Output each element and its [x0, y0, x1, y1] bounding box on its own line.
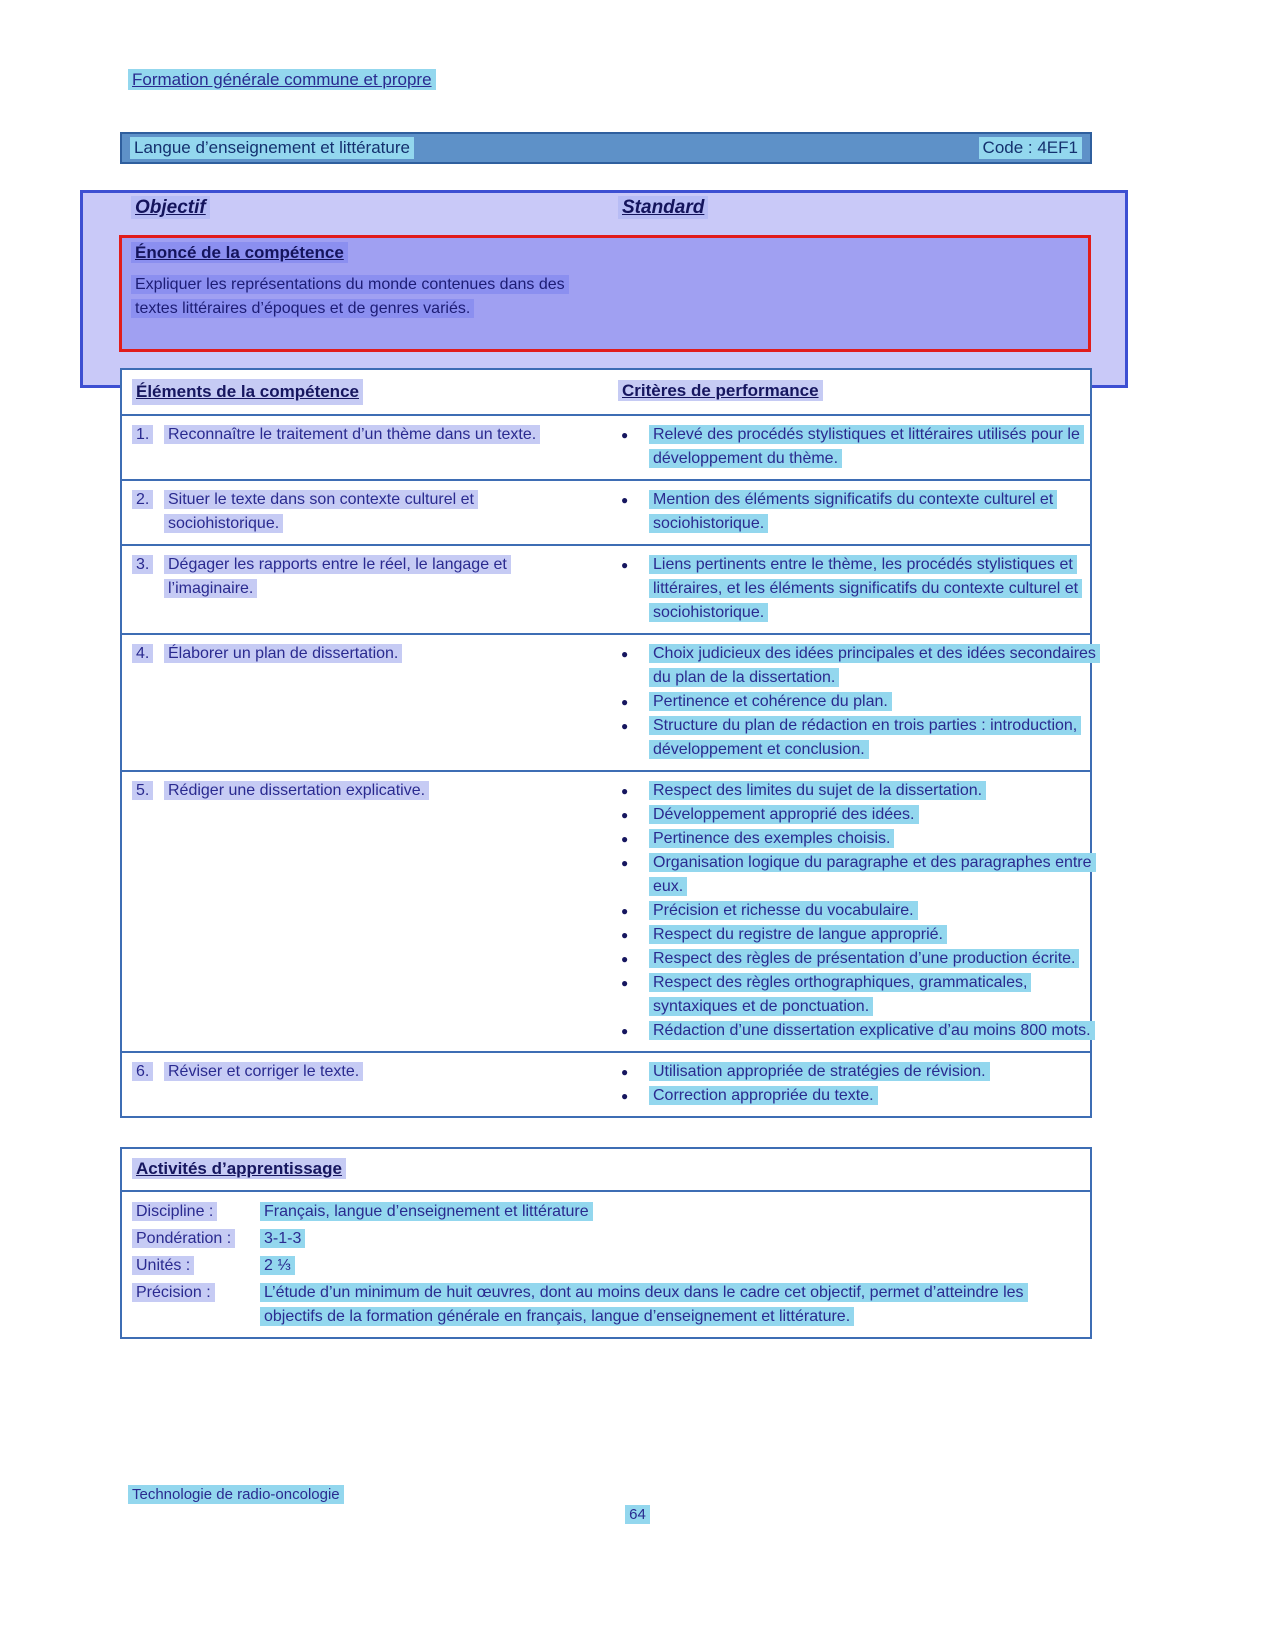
critere-item — [618, 803, 1101, 827]
critere-item — [618, 1019, 1101, 1043]
element-number: 3. — [132, 553, 164, 577]
critere-text: Respect du registre de langue approprié. — [649, 923, 1101, 947]
bullet-icon: ● — [621, 856, 629, 870]
critere-item — [618, 971, 1101, 1019]
critere-text: Choix judicieux des idées principales et des idées secondaires du plan de la dissertation. — [649, 642, 1101, 690]
element-text: Situer le texte dans son contexte culturel et sociohistorique. — [164, 488, 576, 536]
critere-item — [618, 553, 1101, 625]
critere-text: Utilisation appropriée de stratégies de révision. — [649, 1060, 1101, 1084]
element-cell — [122, 488, 600, 536]
critere-text: Organisation logique du paragraphe et des paragraphes entre eux. — [649, 851, 1101, 899]
critere-text: Pertinence des exemples choisis. — [649, 827, 1101, 851]
bullet-icon: ● — [621, 558, 629, 572]
critere-text: Rédaction d’une dissertation explicative d’au moins 800 mots. — [649, 1019, 1101, 1043]
competence-table — [120, 368, 1096, 1118]
criteres-cell — [600, 642, 1111, 762]
bullet-icon: ● — [621, 1024, 629, 1038]
table-row — [122, 633, 1096, 770]
element-text: Réviser et corriger le texte. — [164, 1060, 576, 1084]
critere-text: Pertinence et cohérence du plan. — [649, 690, 1101, 714]
element-number: 4. — [132, 642, 164, 666]
bullet-icon: ● — [621, 784, 629, 798]
critere-text: Mention des éléments significatifs du contexte culturel et sociohistorique. — [649, 488, 1101, 536]
footer-course-name: Technologie de radio-oncologie — [128, 1486, 344, 1503]
col2-header-cell — [600, 379, 1090, 405]
bullet-icon: ● — [621, 647, 629, 661]
criteres-cell — [600, 423, 1111, 471]
criteres-cell — [600, 488, 1111, 536]
table-row — [122, 479, 1090, 544]
course-title-bar — [120, 132, 1092, 164]
page-number: 64 — [0, 1506, 1275, 1523]
bullet-icon: ● — [621, 952, 629, 966]
enonce-text: Expliquer les représentations du monde contenues dans des textes littéraires d’époques et de genres variés. — [131, 273, 593, 321]
critere-text: Structure du plan de rédaction en trois parties : introduction, développement et conclusion. — [649, 714, 1101, 762]
element-cell — [122, 423, 600, 471]
col1-header-cell — [122, 379, 600, 405]
element-cell — [122, 553, 600, 625]
course-title: Langue d’enseignement et littérature — [130, 137, 414, 159]
objectif-standard-panel — [80, 190, 1128, 388]
activity-label: Discipline : — [132, 1200, 260, 1224]
element-number: 6. — [132, 1060, 164, 1084]
element-number: 1. — [132, 423, 164, 447]
element-cell — [122, 1060, 600, 1108]
bullet-icon: ● — [621, 493, 629, 507]
critere-text: Développement approprié des idées. — [649, 803, 1101, 827]
element-text: Élaborer un plan de dissertation. — [164, 642, 576, 666]
bullet-icon: ● — [621, 904, 629, 918]
bullet-icon: ● — [621, 928, 629, 942]
critere-item — [618, 423, 1101, 471]
criteres-cell — [600, 553, 1111, 625]
element-number: 2. — [132, 488, 164, 512]
criteres-cell — [600, 779, 1111, 1043]
col2-header: Critères de performance — [618, 380, 823, 401]
activities-panel — [120, 1147, 1092, 1339]
activities-heading: Activités d’apprentissage — [122, 1149, 1090, 1192]
critere-text: Précision et richesse du vocabulaire. — [649, 899, 1101, 923]
critere-item — [618, 690, 1101, 714]
activity-row — [122, 1225, 1090, 1252]
enonce-heading: Énoncé de la compétence — [131, 243, 1079, 263]
critere-item — [618, 642, 1101, 690]
critere-item — [618, 488, 1101, 536]
element-text: Reconnaître le traitement d’un thème dans un texte. — [164, 423, 576, 447]
activity-row — [122, 1279, 1090, 1330]
activity-value: 2 ⅓ — [260, 1254, 1076, 1278]
critere-item — [618, 947, 1101, 971]
table-row — [122, 1051, 1090, 1116]
bullet-icon: ● — [621, 1089, 629, 1103]
document-header — [128, 70, 436, 90]
element-cell — [122, 642, 600, 762]
critere-text: Respect des limites du sujet de la dissertation. — [649, 779, 1101, 803]
critere-text: Relevé des procédés stylistiques et littéraires utilisés pour le développement du thème. — [649, 423, 1101, 471]
activity-row — [122, 1198, 1090, 1225]
col1-header: Éléments de la compétence — [132, 379, 363, 405]
activity-label: Précision : — [132, 1281, 260, 1329]
course-code: Code : 4EF1 — [979, 137, 1082, 159]
element-number: 5. — [132, 779, 164, 803]
criteres-cell — [600, 1060, 1111, 1108]
critere-item — [618, 899, 1101, 923]
activity-label: Pondération : — [132, 1227, 260, 1251]
activity-row — [122, 1252, 1090, 1279]
bullet-icon: ● — [621, 428, 629, 442]
critere-item — [618, 851, 1101, 899]
bullet-icon: ● — [621, 976, 629, 990]
bullet-icon: ● — [621, 719, 629, 733]
element-text: Rédiger une dissertation explicative. — [164, 779, 576, 803]
critere-item — [618, 827, 1101, 851]
table-row — [122, 414, 1090, 479]
critere-text: Correction appropriée du texte. — [649, 1084, 1101, 1108]
critere-item — [618, 1084, 1101, 1108]
critere-item — [618, 923, 1101, 947]
critere-text: Respect des règles de présentation d’une production écrite. — [649, 947, 1101, 971]
table-row — [122, 544, 1090, 633]
bullet-icon: ● — [621, 1065, 629, 1079]
element-text: Dégager les rapports entre le réel, le langage et l’imaginaire. — [164, 553, 576, 601]
activities-body — [122, 1192, 1090, 1330]
objectif-label: Objectif — [131, 197, 210, 219]
header-text: Formation générale commune et propre — [128, 69, 436, 90]
activity-value: L’étude d’un minimum de huit œuvres, dont au moins deux dans le cadre cet objectif, permet d’atteindre les objectifs de la formation générale en français, langue d’enseignement et littérature. — [260, 1281, 1076, 1329]
table-row — [122, 770, 1090, 1051]
activity-label: Unités : — [132, 1254, 260, 1278]
table-header-row — [122, 370, 1090, 414]
bullet-icon: ● — [621, 832, 629, 846]
critere-item — [618, 1060, 1101, 1084]
bullet-icon: ● — [621, 695, 629, 709]
standard-label: Standard — [618, 197, 708, 219]
enonce-box — [119, 235, 1091, 352]
critere-item — [618, 714, 1101, 762]
critere-item — [618, 779, 1101, 803]
bullet-icon: ● — [621, 808, 629, 822]
element-cell — [122, 779, 600, 1043]
activity-value: Français, langue d’enseignement et littérature — [260, 1200, 1076, 1224]
critere-text: Respect des règles orthographiques, grammaticales, syntaxiques et de ponctuation. — [649, 971, 1101, 1019]
activity-value: 3-1-3 — [260, 1227, 1076, 1251]
critere-text: Liens pertinents entre le thème, les procédés stylistiques et littéraires, et les éléments significatifs du contexte culturel et sociohistorique. — [649, 553, 1101, 625]
